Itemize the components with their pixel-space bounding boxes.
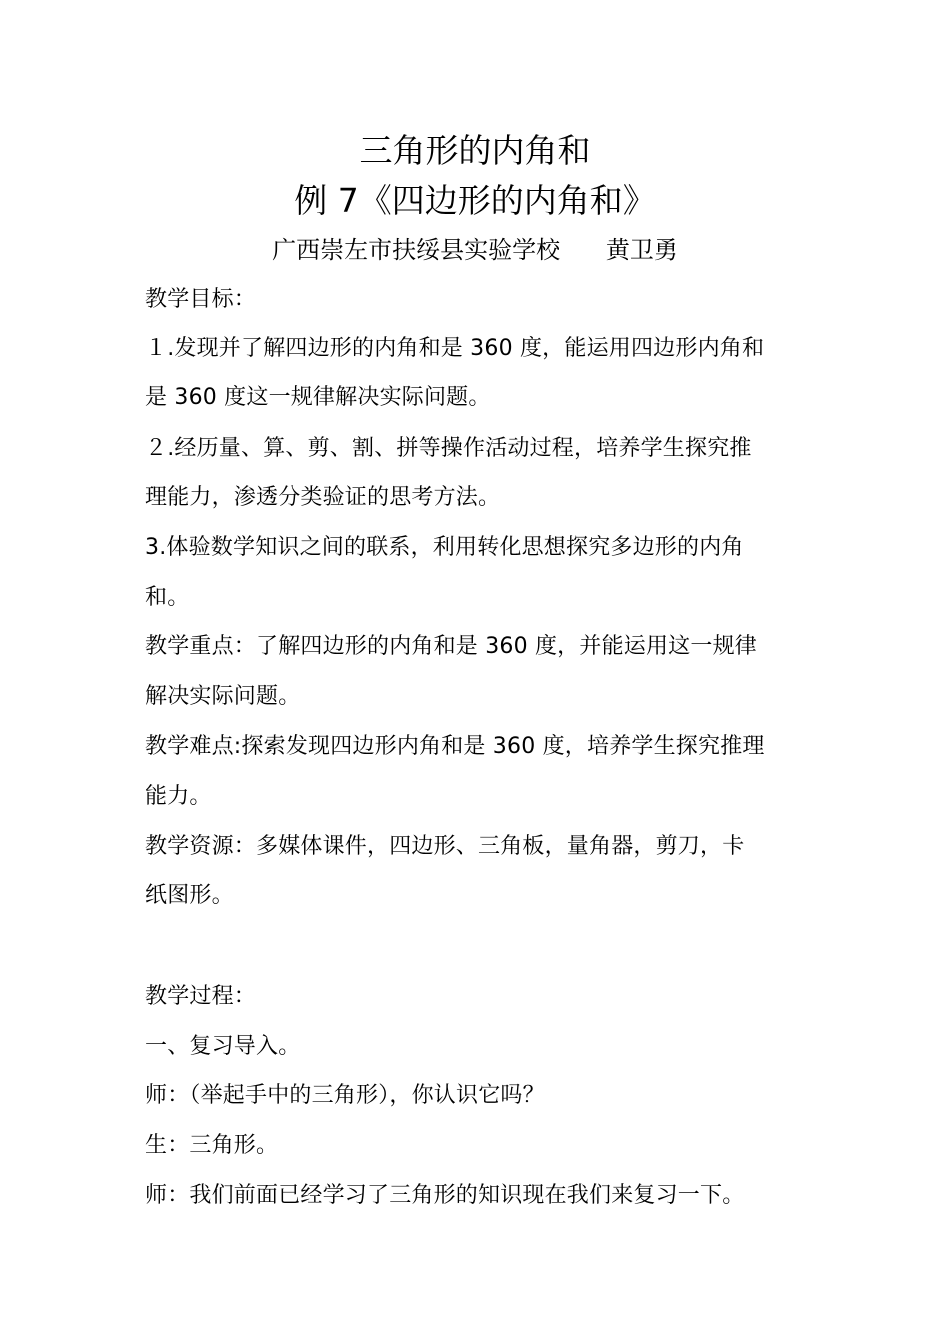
text-line: ２.经历量、算、剪、割、拼等操作活动过程，培养学生探究推 [145, 436, 752, 461]
text-line: 一、复习导入。 [145, 1034, 301, 1059]
section-heading-teaching-process: 教学过程： [145, 984, 257, 1009]
text-line: 生：三角形。 [145, 1133, 279, 1158]
section-heading-teaching-goals: 教学目标： [145, 287, 257, 312]
text-line: 教学重点：了解四边形的内角和是 360 度，并能运用这一规律 [145, 634, 757, 659]
text-line: 教学资源：多媒体课件，四边形、三角板，量角器，剪刀，卡 [145, 834, 745, 859]
text-line: 教学难点:探索发现四边形内角和是 360 度，培养学生探究推理 [145, 734, 765, 759]
text-line: 纸图形。 [145, 883, 234, 908]
text-line: 和。 [145, 585, 190, 610]
text-line: 解决实际问题。 [145, 684, 301, 709]
text-line: １.发现并了解四边形的内角和是 360 度，能运用四边形内角和 [145, 336, 765, 361]
document-title: 三角形的内角和 [359, 131, 591, 170]
document-subtitle: 例 7《四边形的内角和》 [294, 181, 656, 220]
text-line: 师：（举起手中的三角形），你认识它吗？ [145, 1083, 545, 1108]
text-line: 师：我们前面已经学习了三角形的知识现在我们来复习一下。 [145, 1183, 745, 1208]
text-line: 3.体验数学知识之间的联系，利用转化思想探究多边形的内角 [145, 535, 744, 560]
author-line: 广西崇左市扶绥县实验学校 黄卫勇 [272, 236, 678, 264]
text-line: 理能力，渗透分类验证的思考方法。 [145, 485, 501, 510]
text-line: 能力。 [145, 784, 212, 809]
text-line: 是 360 度这一规律解决实际问题。 [145, 385, 491, 410]
